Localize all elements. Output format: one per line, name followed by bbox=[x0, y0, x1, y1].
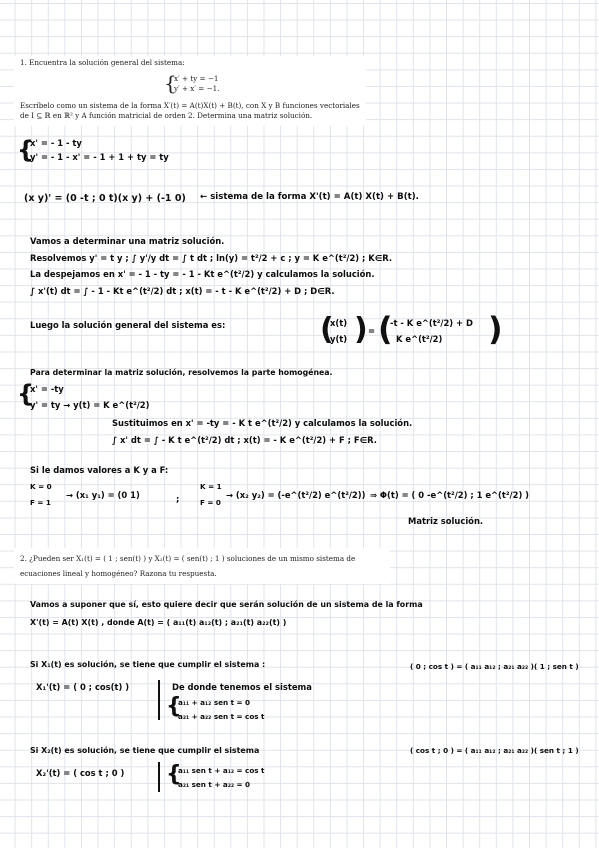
homog-sys-2: y' = ty → y(t) = K e^(t²/2) bbox=[30, 400, 150, 410]
x1-divider bbox=[158, 680, 160, 720]
values-heading: Si le damos valores a K y a F: bbox=[30, 465, 169, 475]
problem-2-statement-box bbox=[14, 548, 390, 584]
general-lhs-open-paren: ( bbox=[320, 312, 334, 347]
system-equation-2: y′ + x′ = −1. bbox=[174, 84, 220, 93]
w2-line-2: X'(t) = A(t) X(t) , donde A(t) = ( a₁₁(t) a₁₂(t) ; a₂₁(t) a₂₂(t) ) bbox=[30, 618, 287, 627]
general-rhs-1: -t - K e^(t²/2) + D bbox=[390, 318, 473, 328]
sys-line-2: y' = - 1 - x' = - 1 + 1 + ty = ty bbox=[30, 152, 169, 162]
solve-y-line: Resolvemos y' = t y ; ∫ y'/y dt = ∫ t dt ; ln(y) = t²/2 + c ; y = K e^(t²/2) ; K∈R. bbox=[30, 253, 393, 263]
x2-brace: { bbox=[166, 762, 182, 787]
sys-brace-1: { bbox=[17, 136, 35, 164]
matrix-solution-label: Matriz solución. bbox=[408, 516, 484, 526]
x1-system-heading: De donde tenemos el sistema bbox=[172, 682, 312, 692]
x2-system-2: a₂₁ sen t + a₂₂ = 0 bbox=[178, 780, 251, 789]
sys-line-1: x' = - 1 - ty bbox=[30, 138, 82, 148]
general-lhs-close-paren: ) bbox=[354, 312, 368, 347]
general-y: y(t) bbox=[330, 334, 348, 344]
w2-line-1: Vamos a suponer que sí, esto quiere decir que serán solución de un sistema de la forma bbox=[30, 600, 423, 609]
homog-sys-1: x' = -ty bbox=[30, 384, 64, 394]
general-solution-label: Luego la solución general del sistema es: bbox=[30, 320, 226, 330]
general-rhs-open-paren: ( bbox=[378, 310, 393, 348]
case-2-k: K = 1 bbox=[200, 482, 222, 491]
homog-integrate: ∫ x' dt = ∫ - K t e^(t²/2) dt ; x(t) = - K e^(t²/2) + F ; F∈R. bbox=[112, 435, 377, 445]
x1-matrix: ( 0 ; cos t ) = ( a₁₁ a₁₂ ; a₂₁ a₂₂ )( 1 ; sen t ) bbox=[410, 662, 579, 671]
case-1-k: K = 0 bbox=[30, 482, 52, 491]
x2-system-1: a₁₁ sen t + a₁₂ = cos t bbox=[178, 766, 265, 775]
x2-divider bbox=[158, 762, 160, 792]
problem-1-statement-box bbox=[14, 56, 366, 126]
phi-matrix: ⇒ Φ(t) = ( 0 -e^(t²/2) ; 1 e^(t²/2) ) bbox=[370, 490, 530, 500]
instruction-line-2: de I ⊆ ℝ en ℝ² y A función matricial de orden 2. Determina una matriz solución. bbox=[20, 111, 313, 120]
instruction-line-1: Escríbelo como un sistema de la forma X′(t) = A(t)X(t) + B(t), con X y B funciones vectoriales bbox=[20, 101, 360, 110]
x1-system-2: a₂₁ + a₂₂ sen t = cos t bbox=[178, 712, 265, 721]
x2-derivative: X₂'(t) = ( cos t ; 0 ) bbox=[36, 768, 125, 778]
general-rhs-2: K e^(t²/2) bbox=[396, 334, 443, 344]
substitute-line: La despejamos en x' = - 1 - ty = - 1 - Kt e^(t²/2) y calculamos la solución. bbox=[30, 269, 375, 279]
general-equals: = bbox=[368, 326, 376, 336]
case-1-vector: → (x₁ y₁) = (0 1) bbox=[66, 490, 140, 500]
x2-matrix: ( cos t ; 0 ) = ( a₁₁ a₁₂ ; a₂₁ a₂₂ )( sen t ; 1 ) bbox=[410, 746, 579, 755]
system-brace: { bbox=[164, 71, 177, 95]
general-x: x(t) bbox=[330, 318, 348, 328]
homog-substitute: Sustituimos en x' = -ty = - K t e^(t²/2) y calculamos la solución. bbox=[112, 418, 413, 428]
matrix-form-equation: (x y)' = (0 -t ; 0 t)(x y) + (-1 0) bbox=[24, 193, 186, 204]
x1-brace: { bbox=[166, 694, 182, 719]
x1-condition: Si X₁(t) es solución, se tiene que cumplir el sistema : bbox=[30, 660, 266, 669]
matrix-form-note: ← sistema de la forma X'(t) = A(t) X(t) + B(t). bbox=[200, 192, 419, 202]
heading-solution-matrix: Vamos a determinar una matriz solución. bbox=[30, 236, 225, 246]
homogeneous-heading: Para determinar la matriz solución, resolvemos la parte homogénea. bbox=[30, 368, 333, 377]
case-2-vector: → (x₂ y₂) = (-e^(t²/2) e^(t²/2)) bbox=[226, 490, 366, 500]
homog-brace: { bbox=[17, 380, 35, 408]
problem-1-title: 1. Encuentra la solución general del sistema: bbox=[20, 58, 185, 67]
integrate-x-line: ∫ x'(t) dt = ∫ - 1 - Kt e^(t²/2) dt ; x(t) = - t - K e^(t²/2) + D ; D∈R. bbox=[30, 286, 335, 296]
case-1-f: F = 1 bbox=[30, 498, 51, 507]
case-2-f: F = 0 bbox=[200, 498, 221, 507]
system-equation-1: x′ + ty = −1 bbox=[174, 74, 219, 83]
general-rhs-close-paren: ) bbox=[488, 310, 503, 348]
problem-2-line-2: ecuaciones lineal y homogéneo? Razona tu respuesta. bbox=[20, 569, 217, 578]
x2-condition: Si X₂(t) es solución, se tiene que cumplir el sistema bbox=[30, 746, 260, 755]
x1-derivative: X₁'(t) = ( 0 ; cos(t) ) bbox=[36, 682, 130, 692]
problem-2-line-1: 2. ¿Pueden ser X₁(t) = ( 1 ; sen(t) ) y X₂(t) = ( sen(t) ; 1 ) soluciones de un mismo sistema de bbox=[20, 554, 356, 563]
x1-system-1: a₁₁ + a₁₂ sen t = 0 bbox=[178, 698, 251, 707]
case-separator: ; bbox=[176, 494, 180, 504]
